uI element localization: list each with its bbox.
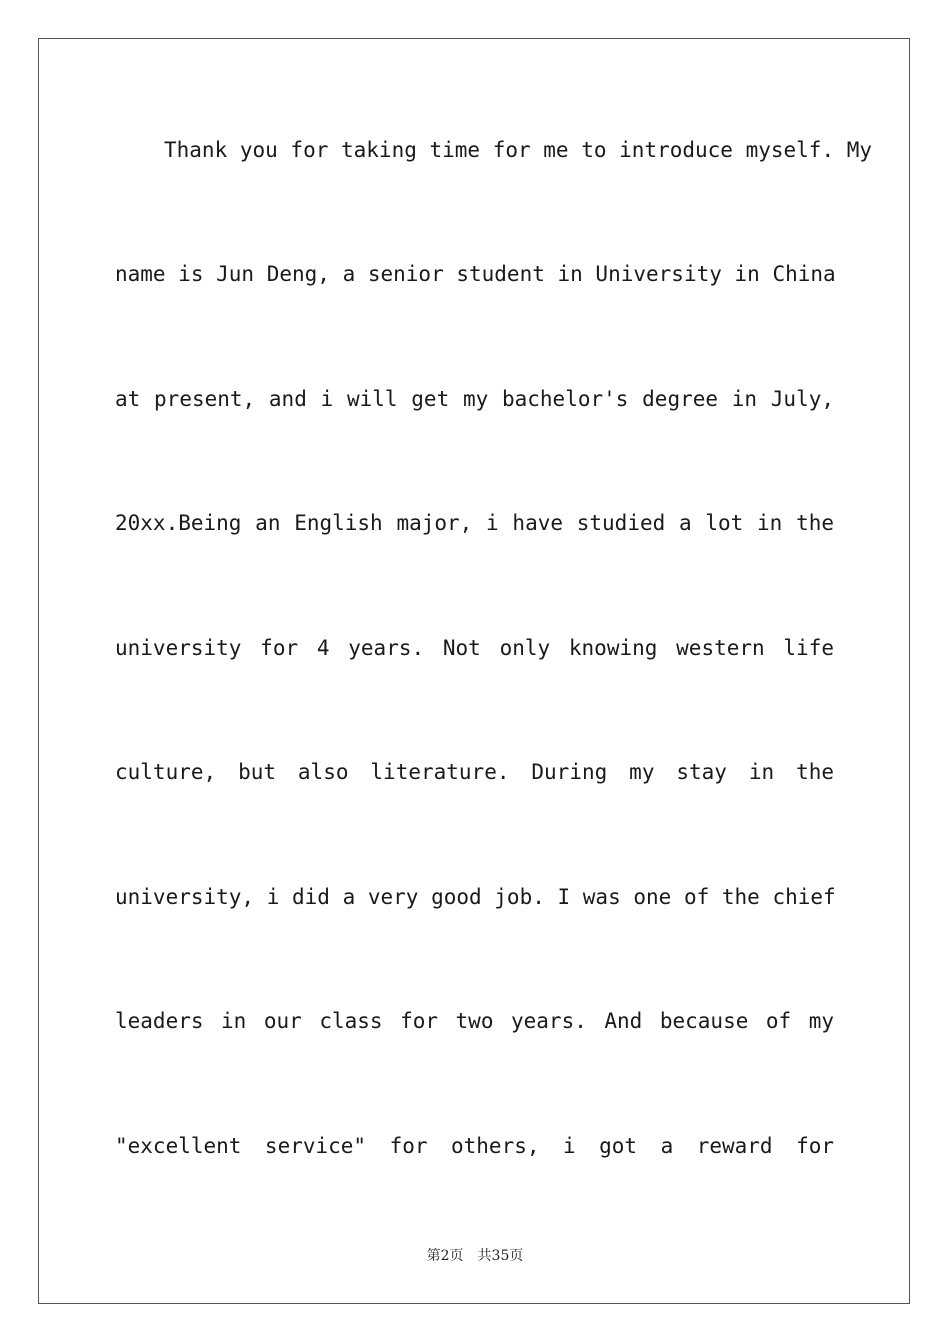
page-frame [38, 38, 910, 1304]
body-line: leaders in our class for two years. And because of my [115, 1009, 834, 1033]
body-line: name is Jun Deng, a senior student in University in China [115, 262, 836, 286]
page-number-footer: 第2页 共35页 [426, 1248, 524, 1264]
body-line: university, i did a very good job. I was one of the chief [115, 885, 836, 909]
body-line: culture, but also literature. During my stay in the [115, 760, 834, 784]
body-line: at present, and i will get my bachelor's degree in July, [115, 387, 834, 411]
body-line: 20xx.Being an English major, i have studied a lot in the [115, 511, 834, 535]
body-line: "excellent service" for others, i got a reward for [115, 1134, 834, 1158]
body-line: Thank you for taking time for me to introduce myself. My [164, 138, 873, 162]
body-line: university for 4 years. Not only knowing western life [115, 636, 834, 660]
